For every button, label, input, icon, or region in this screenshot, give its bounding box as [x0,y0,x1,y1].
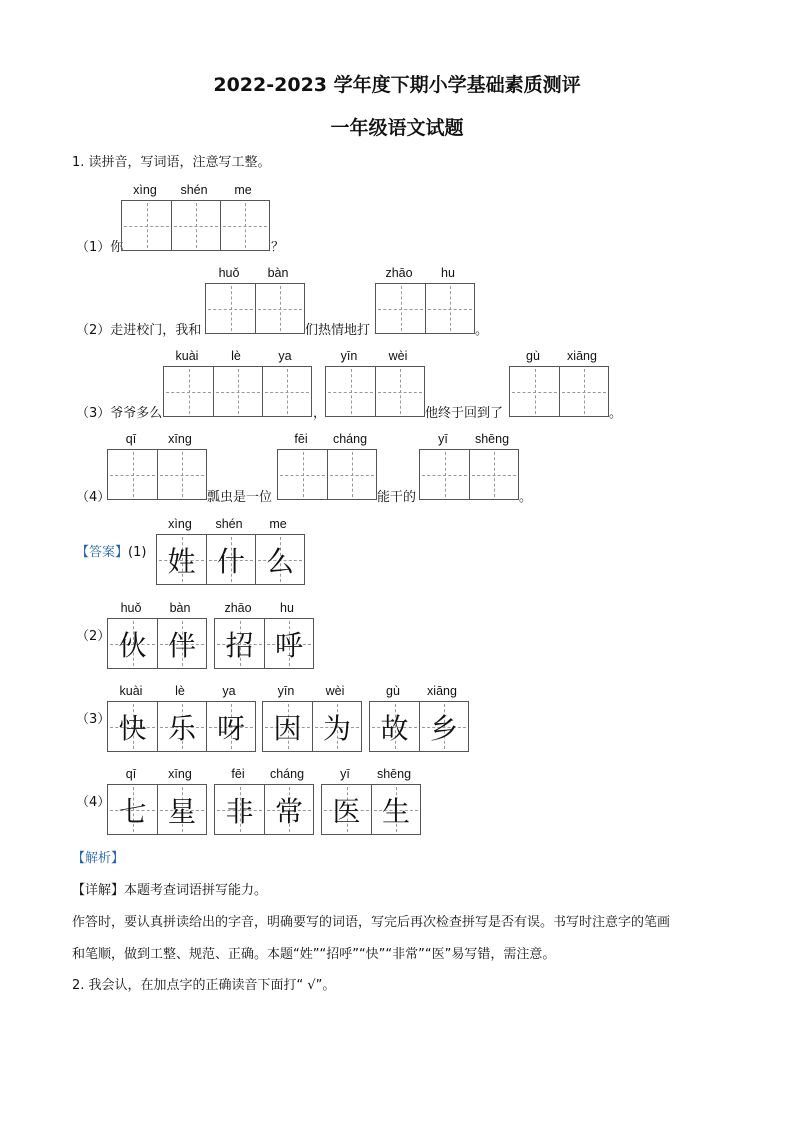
answer-char: 呼 [274,628,303,662]
answer-char: 常 [274,794,303,828]
answer-char: 医 [332,794,361,828]
pinyin: ya [278,349,292,363]
writing-grid[interactable] [107,449,207,500]
pinyin: xìng [168,517,192,531]
answer-cell [264,785,313,834]
answer-heading [76,541,146,560]
pinyin: zhāo [224,601,252,615]
pinyin: kuài [119,684,143,698]
pinyin: shēng [376,767,412,781]
pinyin: yī [438,432,448,446]
answer-char: 什 [216,544,245,578]
pinyin: qī [125,767,137,781]
page-title: 2022-2023 学年度下期小学基础素质测评 [213,74,581,96]
page-subtitle: 一年级语文试题 [330,117,464,139]
item-text: ， [313,406,327,421]
answer-char: 七 [118,794,147,828]
answer-cell [108,619,157,668]
grid-cell[interactable] [326,367,375,416]
item-label: （2）走进校门，我和 [76,323,202,338]
item-ending: ？ [271,240,285,255]
grid-cell[interactable] [375,367,424,416]
writing-grid[interactable] [509,366,609,417]
pinyin: bàn [267,266,289,280]
grid-cell[interactable] [278,450,327,499]
grid-cell[interactable] [469,450,518,499]
pinyin: xīng [168,432,192,446]
answer-cell [157,785,206,834]
answer-char: 乐 [167,711,196,745]
pinyin: fēi [231,767,245,781]
answer-cell [370,702,419,751]
pinyin: huǒ [218,266,240,280]
analysis-line: 和笔顺，做到工整、规范、正确。本题“姓”“招呼”“快”“非常”“医”易写错，需注意。 [72,947,556,962]
pinyin: xìng [133,183,157,197]
pinyin: bàn [169,601,191,615]
pinyin: gù [386,684,400,698]
answer-char: 快 [118,711,147,745]
answer-char: 姓 [167,544,196,578]
answer-grid [214,618,314,669]
pinyin: me [269,517,287,531]
pinyin: yīn [277,684,295,698]
pinyin: qī [125,432,137,446]
pinyin: gù [526,349,540,363]
answer-cell [371,785,420,834]
grid-cell[interactable] [206,284,255,333]
answer-label: (1) [128,545,147,560]
answer-label: （3） [76,712,111,727]
answer-cell [157,619,206,668]
pinyin: yī [340,767,350,781]
answer-cell [108,702,157,751]
pinyin: kuài [175,349,199,363]
answer-char: 非 [225,794,254,828]
writing-grid[interactable] [375,283,475,334]
pinyin: xīng [168,767,192,781]
pinyin: huǒ [120,601,142,615]
pinyin: hu [441,266,455,280]
item-ending: 。 [475,323,489,338]
answer-grid [262,701,362,752]
grid-cell[interactable] [376,284,425,333]
writing-grid[interactable] [205,283,305,334]
answer-cell [157,535,206,584]
grid-cell[interactable] [420,450,469,499]
answer-cell [157,702,206,751]
answer-cell [263,702,312,751]
item-text: 瓢虫是一位 [207,490,273,505]
pinyin: shén [215,517,243,531]
item-label: （4） [76,490,111,505]
answer-cell [322,785,371,834]
pinyin: shén [180,183,208,197]
grid-cell[interactable] [255,284,304,333]
answer-cell [206,702,255,751]
answer-grid [156,534,305,585]
pinyin: shēng [474,432,510,446]
answer-char: 故 [380,711,409,745]
answer-cell [215,619,264,668]
grid-cell[interactable] [164,367,213,416]
pinyin: lè [175,684,185,698]
grid-cell[interactable] [157,450,206,499]
answer-char: 么 [265,544,294,578]
answer-char: 伴 [167,628,196,662]
grid-cell[interactable] [559,367,608,416]
answer-cell [206,535,255,584]
answer-grid [321,784,421,835]
answer-char: 为 [322,711,351,745]
question-2-stem: 2. 我会认，在加点字的正确读音下面打“ √”。 [72,978,336,993]
grid-cell[interactable] [122,201,171,250]
answer-cell [108,785,157,834]
item-label: （3）爷爷多么 [76,406,163,421]
analysis-detail: 【详解】本题考查词语拼写能力。 [72,883,268,898]
answer-label: （2） [76,629,111,644]
answer-label: （4） [76,795,111,810]
grid-cell[interactable] [262,367,311,416]
item-text: 能干的 [377,490,417,505]
analysis-tag: 【解析】 [72,851,125,866]
answer-grid [107,618,207,669]
grid-cell[interactable] [327,450,376,499]
pinyin: cháng [332,432,368,446]
item-ending: 。 [609,406,623,421]
grid-cell[interactable] [213,367,262,416]
grid-cell[interactable] [220,201,269,250]
answer-char: 生 [381,794,410,828]
pinyin: wèi [388,349,408,363]
item-text: 们热情地打 [305,323,371,338]
pinyin: wèi [325,684,345,698]
grid-cell[interactable] [425,284,474,333]
item-text: 他终于回到了 [425,406,504,421]
analysis-line: 作答时，要认真拼读给出的字音，明确要写的词语，写完后再次检查拼写是否有误。书写时注意字的笔画 [72,915,671,930]
writing-grid[interactable] [419,449,519,500]
pinyin: xiāng [427,684,457,698]
pinyin: cháng [269,767,305,781]
pinyin: ya [222,684,236,698]
question-1-stem: 1. 读拼音，写词语，注意写工整。 [72,155,271,170]
writing-grid[interactable] [121,200,270,251]
answer-grid [107,784,207,835]
answer-char: 招 [225,628,254,662]
answer-char: 伙 [118,628,147,662]
pinyin: zhāo [385,266,413,280]
answer-cell [419,702,468,751]
answer-cell [255,535,304,584]
grid-cell[interactable] [510,367,559,416]
item-ending: 。 [519,490,533,505]
writing-grid[interactable] [325,366,425,417]
answer-tag: 【答案】 [76,545,129,560]
pinyin: fēi [294,432,308,446]
pinyin: me [234,183,252,197]
answer-cell [264,619,313,668]
answer-cell [215,785,264,834]
pinyin: lè [231,349,241,363]
pinyin: xiāng [567,349,597,363]
writing-grid[interactable] [163,366,312,417]
item-label: （1）你 [76,240,124,255]
pinyin: yīn [340,349,358,363]
answer-char: 星 [167,794,196,828]
pinyin: hu [280,601,294,615]
writing-grid[interactable] [277,449,377,500]
answer-char: 呀 [216,711,245,745]
answer-cell [312,702,361,751]
answer-char: 因 [273,711,302,745]
grid-cell[interactable] [171,201,220,250]
grid-cell[interactable] [108,450,157,499]
answer-grid [369,701,469,752]
answer-grid [214,784,314,835]
answer-grid [107,701,256,752]
answer-char: 乡 [429,711,458,745]
